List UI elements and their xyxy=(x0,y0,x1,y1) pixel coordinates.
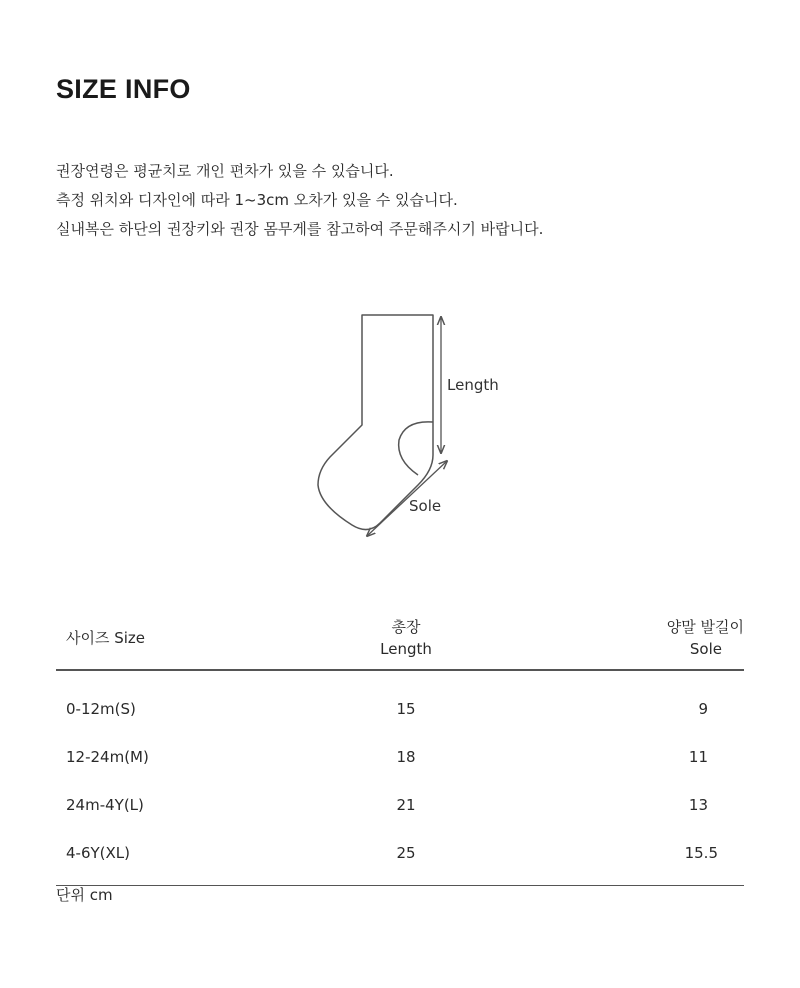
cell-length: 15 xyxy=(396,700,416,718)
cell-size: 24m-4Y(L) xyxy=(66,796,144,814)
cell-length: 21 xyxy=(396,796,416,814)
note-line: 실내복은 하단의 권장키와 권장 몸무게를 참고하여 주문해주시기 바랍니다. xyxy=(56,220,544,238)
cell-size: 0-12m(S) xyxy=(66,700,136,718)
table-row xyxy=(56,781,744,829)
header-length-ko: 총장 xyxy=(391,618,421,636)
cell-sole: 15.5 xyxy=(684,844,718,862)
header-size-label: 사이즈 Size xyxy=(66,629,146,647)
sock-heel xyxy=(399,422,433,475)
cell-size: 12-24m(M) xyxy=(66,748,149,766)
cell-size: 4-6Y(XL) xyxy=(66,844,130,862)
note-line: 권장연령은 평균치로 개인 편차가 있을 수 있습니다. xyxy=(56,162,394,180)
table-row xyxy=(56,670,744,733)
cell-length: 25 xyxy=(396,844,416,862)
size-notes xyxy=(56,157,543,244)
sock-diagram xyxy=(300,300,520,550)
header-length-en: Length xyxy=(380,640,432,658)
sock-illustration xyxy=(300,300,520,550)
table-row xyxy=(56,829,744,886)
header-length xyxy=(326,607,486,670)
note-line: 측정 위치와 디자인에 따라 1~3cm 오차가 있을 수 있습니다. xyxy=(56,191,458,209)
header-sole xyxy=(486,607,744,670)
header-sole-en: Sole xyxy=(689,640,722,658)
page-title: SIZE INFO xyxy=(56,74,191,104)
size-table xyxy=(56,607,744,886)
sole-label: Sole xyxy=(409,497,442,515)
cell-sole: 11 xyxy=(688,748,708,766)
cell-length: 18 xyxy=(396,748,416,766)
header-size xyxy=(56,607,326,670)
table-header-row xyxy=(56,607,744,670)
header-sole-ko: 양말 발길이 xyxy=(666,618,744,636)
unit-note: 단위 cm xyxy=(56,886,113,904)
length-label: Length xyxy=(447,376,499,394)
cell-sole: 9 xyxy=(698,700,708,718)
cell-sole: 13 xyxy=(688,796,708,814)
table-row xyxy=(56,733,744,781)
